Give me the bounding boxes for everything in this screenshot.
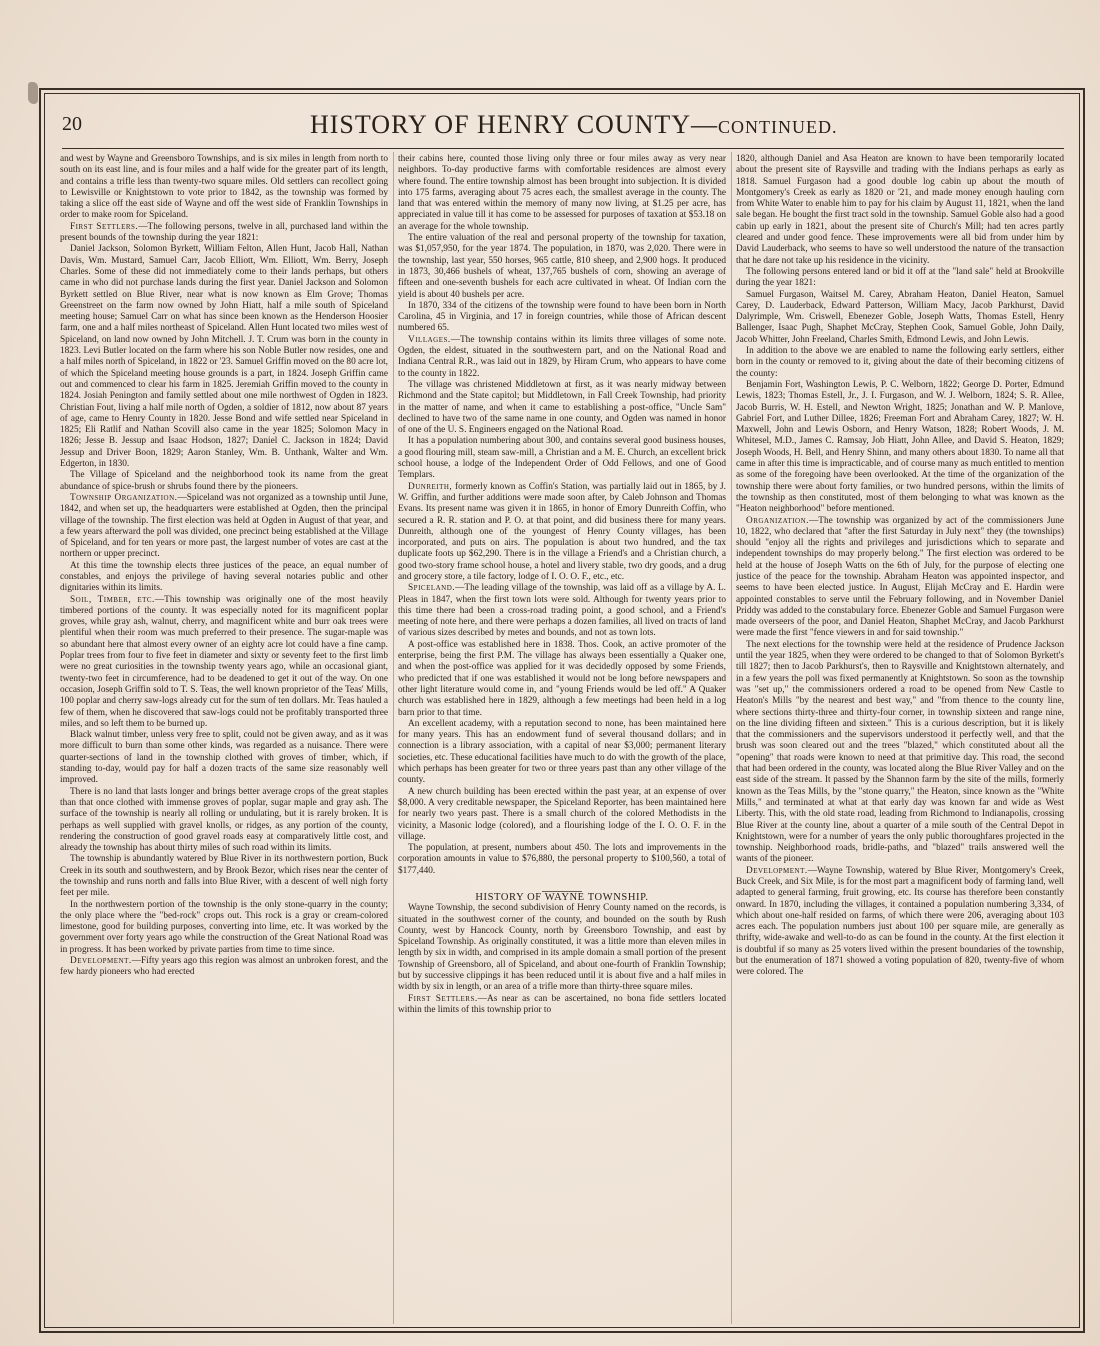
paragraph: A post-office was established here in 1838. Thos. Cook, an active promoter of the enterprise, being the first P.M. The village has always been essentially a Quaker one, and when the post-office was applied for it was decidedly opposed by some Friends, who predicted that if one was established it would not be long before newspapers and other light literature would come in, and "young Friends would be led off." A Quaker church was established here in 1829, although a few meetings had been held in a log barn prior to that time. [398, 639, 726, 718]
header-rule [62, 148, 1064, 149]
paragraph-text: —As near as can be ascertained, no bona fide settlers located within the limits of this township prior to [398, 993, 726, 1015]
section-heading: HISTORY OF WAYNE TOWNSHIP. [475, 892, 649, 903]
text-column-2 [398, 154, 726, 1324]
paragraph: Benjamin Fort, Washington Lewis, P. C. Welborn, 1822; George D. Porter, Edmund Lewis, 1823; Thomas Estell, Jr., J. I. Furgason, and W. J. Welborn, 1824; S. R. Allee, Jacob Burris, W. H. Estell, and Newton Wright, 1825; Jonathan and W. P. Manlove, Gabriel Fort, and Luther Dillee, 1826; Freeman Fort and Abraham Carey, 1827; W. H. Maxwell, John and Lewis Osborn, and Henry Watson, 1828; Robert Woods, J. M. Whitesel, M.D., James C. Ramsay, Job Hiatt, John Allee, and David S. Heaton, 1829; Joseph Woods, H. Bell, and Henry Shinn, and many others about 1830. To name all that came in after this time is impracticable, and of course many as much entitled to mention as some of the foregoing have been overlooked. At the time of the organization of the township there were about forty families, or two hundred persons, within the limits of the township as then constituted, most of them belonging to what was known as the "Heaton neighborhood" before mentioned. [736, 379, 1064, 515]
page-title-main: HISTORY OF HENRY COUNTY [310, 110, 692, 139]
paragraph: The village was christened Middletown at first, as it was nearly midway between Richmond and the State capitol; but Middletown, in Fall Creek Township, had priority in the matter of name, and when it came to establishing a post-office, "Uncle Sam" declined to have two of the same name in one county, and Ogden was named in honor of one of the U. S. Engineers engaged on the National Road. [398, 379, 726, 436]
paragraph: Samuel Furgason, Waitsel M. Carey, Abraham Heaton, Daniel Heaton, Samuel Carey, D. Lauderback, Edward Patterson, William Macy, Jacob Parkhurst, David Dalyrimple, Wm. Criswell, Ebenezer Goble, Joseph Watts, Thomas Estell, Henry Ballenger, Isaac Pugh, Shaphet McCray, Stephen Cook, Samuel Goble, John Daily, Jacob Whitter, John Freeland, Charles Smith, Edmond Lewis, and John Lewis. [736, 289, 1064, 345]
section-run-in-heading: Development. [70, 956, 132, 967]
paragraph [60, 956, 388, 979]
paragraph: In the northwestern portion of the township is the only stone-quarry in the county; the only place where the "bed-rock" crops out. This rock is a gray or cream-colored limestone, good for building purposes, converting into lime, etc. It was worked by the government over forty years ago while the construction of the Great National Road was in progress. It has been worked by private parties from time to time since. [60, 899, 388, 955]
paragraph-text: —This township was originally one of the most heavily timbered portions of the county. It was especially noted for its magnificent poplar groves, while gray ash, walnut, cherry, and magnificent white and burr oak trees were plentiful when their room was much preferred to their presence. The sugar-maple was so abundant here that almost every owner of an eighty acre lot could have a fine camp. Poplar trees from four to five feet in diameter and sixty or seventy feet to the first limb were no great curiosities in the township twenty years ago, while an occasional giant, twenty-two feet in circumference, had to be deadened to get it out of the way. On one occasion, Joseph Griffin sold to T. S. Teas, the well known proprietor of the Teas' Mills, 100 poplar and cherry saw-logs already cut for the sum of ten dollars. Mr. Teas hauled a few of them, when he discovered that saw-logs could not be profitably transported three miles, and so left them to be burned up. [60, 594, 388, 729]
paragraph: In 1870, 334 of the citizens of the township were found to have been born in North Carolina, 45 in Virginia, and 17 in foreign countries, while those of African descent numbered 65. [398, 300, 726, 334]
paragraph-text: —Wayne Township, watered by Blue River, Montgomery's Creek, Buck Creek, and Six Mile, is for the most part a magnificent body of farming land, well adapted to general farming, fruit growing, etc. Its course has therefore been constantly onward. In 1870, including the villages, it contained a population numbering 3,334, of which about one-half resided on farms, of which there were 206, averaging about 103 acres each. The population numbers just about 100 per square mile, are generally as thrifty, wide-awake and well-to-do as can be found in the county. At the first election it is doubtful if so many as 25 voters lived within the present boundaries of the township, but the enumeration of 1871 showed a voting population of 820, twenty-five of whom were colored. The [736, 865, 1064, 978]
column-divider [393, 152, 394, 1324]
paragraph: The entire valuation of the real and personal property of the township for taxation, was $1,057,950, for the year 1874. The population, in 1870, was 2,020. There were in the township, last year, 550 horses, 965 cattle, 810 sheep, and 2,900 hogs. It produced in 1873, 30,466 bushels of wheat, 137,765 bushels of corn, showing an average of fifteen and one-seventh bushels for each acre cultivated in wheat. Of Indian corn the yield is about 40 bushels per acre. [398, 233, 726, 300]
column-divider [731, 152, 732, 1324]
paragraph [60, 493, 388, 561]
text-column-3 [736, 154, 1064, 1324]
page-number: 20 [62, 113, 82, 135]
section-run-in-heading: Township Organization. [70, 492, 178, 503]
margin-mark [28, 82, 38, 104]
paragraph-text: formerly known as Coffin's Station, was partially laid out in 1865, by J. W. Griffin, and further additions were made soon after, by Caleb Johnson and Thomas Evans. Its present name was given it in 1865, in honor of Emory Dunreith Coffin, who secured a R. R. station and P. O. at that point, and did business there for many years. Dunreith, although one of the youngest of Henry County villages, has been incorporated, and puts on airs. The population is about two hundred, and the tax duplicate foots up $62,290. There is in the village a Friend's and a Christian church, a good two-story frame school house, a hotel and livery stable, two dry goods, and a drug and grocery store, a tile factory, lodge of I. O. O. F., etc., etc. [398, 481, 726, 582]
page-title [310, 110, 838, 140]
paragraph: There is no land that lasts longer and brings better average crops of the great staples than that once clothed with immense groves of poplar, sugar maple and gray ash. The surface of the township is nearly all rolling or undulating, but it is rarely broken. It is perhaps as well supplied with gravel knolls, or ridges, as any portion of the county, rendering the construction of good gravel roads easy at comparatively little cost, and already the township has about thirty miles of such road within its limits. [60, 786, 388, 854]
paragraph: In addition to the above we are enabled to name the following early settlers, either born in the county or removed to it, giving about the date of their becoming citizens of the county: [736, 346, 1064, 379]
section-run-in-heading: First Settlers. [408, 993, 478, 1004]
paragraph-text: —The township contains within its limits three villages of some note. Ogden, the eldest, situated in the southwestern part, and on the National Road and Indiana Central R.R., was laid out in 1829, by Hiram Crum, who appears to have come to the county in 1822. [398, 334, 726, 379]
paragraph: The next elections for the township were held at the residence of Prudence Jackson until the year 1825, when they were ordered to be changed to that of Solomon Byrkett's till 1827; then to Jacob Parkhurst's, then to Raysville and Knightstown alternately, and in a few years the poll was fixed permanently at Knightstown. So soon as the township was "set up," the commissioners ordered a road to be opened from New Castle to Heaton's Mills "by the nearest and best way," and "from thence to the county line, where sections thirty-three and thirty-four corner, in township sixteen and range nine, on the line dividing fifteen and sixteen." This is a curious description, but it is likely that the commissioners and the supervisors understood it perfectly well, and that the brush was soon cleared out and the trees "blazed," which constituted about all the "opening" that roads were known to need at that primitive day. This road, the second that had been ordered in the county, was located along the Blue River Valley and on the east side of the stream. It passed by the Shannon farm by the site of the mills, formerly known as the Teas Mills, by the "stone quarry," the Heaton, since known as the "White Mills," and terminated at what at that early day was known far and wide as West Liberty. This, with the old state road, leading from Richmond to Indianapolis, crossing Blue River at the county line, about a quarter of a mile south of the Central Depot in Knightstown, were for a number of years the only public thoroughfares projected in the township. Neighborhood roads, bridle-paths, and "blazed" trails answered well the wants of the pioneer. [736, 639, 1064, 865]
paragraph: A new church building has been erected within the past year, at an expense of over $8,000. A very creditable newspaper, the Spiceland Reporter, has been maintained here for nearly two years past. There is a small church of the colored Methodists in the vicinity, a Masonic lodge (colored), and a flourishing lodge of the I. O. O. F. in the village. [398, 786, 726, 842]
paragraph: 1820, although Daniel and Asa Heaton are known to have been temporarily located about the present site of Raysville and trading with the Indians perhaps as early as 1818. Samuel Furgason had a good double log cabin up about the mouth of Montgomery's Creek as early as 1820 or '21, and made money enough hauling corn from White Water to enable him to pay for his claim by August 11, 1821, when the land sale began. He bought the first tract sold in the township. Samuel Goble also had a good cabin up early in 1821, about the present site of Church's Mill; had ten acres partly cleared and under good fence. These improvements were all bid from under him by David Lauderback, who seems to have so well understood the nature of the transaction that he dare not take up his residence in the vicinity. [736, 154, 1064, 266]
paragraph: An excellent academy, with a reputation second to none, has been maintained here for many years. This has an endowment fund of several thousand dollars; and in connection is a library association, with a capital of near $3,000; permanent literary societies, etc. These educational facilities have much to do with the growth of the place, which perhaps has been greater for two or three years past than any other village of the county. [398, 718, 726, 786]
section-run-in-heading: Spiceland. [408, 583, 456, 594]
paragraph [60, 222, 388, 245]
paragraph: their cabins here, counted those living only three or four miles away as very near neighbors. To-day productive farms with comfortable residences are almost every where found. The entire township almost has been brought into subjection. It is divided into 175 farms, averaging about 75 acres each, the smallest average in the county. The land that was entered within the memory of many now living, at $1.25 per acre, has appreciated in value till it has come to be assessed for purposes of taxation at $53.18 on an average for the whole township. [398, 154, 726, 232]
paragraph [736, 866, 1064, 979]
paragraph [398, 335, 726, 380]
paragraph: The Village of Spiceland and the neighborhood took its name from the great abundance of spice-brush or shrubs found there by the pioneers. [60, 470, 388, 492]
paragraph-text: —The leading village of the township, was laid off as a village by A. L. Pleas in 1847, when the first town lots were sold. Although for twenty years prior to this time there had been a cross-road trading point, a good school, and a Friend's meeting of note here, and there were perhaps a dozen families, all lived on tracts of land of various sizes described by metes and bounds, and not as town lots. [398, 583, 726, 639]
paragraph: Wayne Township, the second subdivision of Henry County named on the records, is situated in the southwest corner of the county, and bounded on the south by Rush County, west by Hancock County, north by Greensboro Township, and east by Spiceland Township. As originally constituted, it was a little more than eleven miles in length by six in width, and comprised in its ample domain a small portion of the present Township of Greensboro, all of Spiceland, and about one-fourth of Franklin Township; but by successive clippings it has been reduced until it is about five and a half miles in width by six in length, or an area of a trifle more than thirty-three square miles. [398, 903, 726, 993]
paragraph [398, 482, 726, 584]
paragraph-text: —The township was organized by act of the commissioners June 10, 1822, who declared that "after the first Saturday in July next" they (the townships) should "enjoy all the rights and privileges and jurisdictions which to separate and independent townships do may properly belong." The first election was ordered to be held at the house of Joseph Watts on the 6th of July, for the purpose of electing one justice of the peace for the township. Abraham Heaton was appointed inspector, and seems to have been elected justice. In August, Elijah McCray and E. Hardin were appointed constables to serve until the February following, and in November Daniel Priddy was added to the constabulary force. Ebenezer Goble and Samuel Furgason were made overseers of the poor, and Daniel Heaton, Shaphet McCray, and Jacob Parkhurst were made the first "fence viewers in and for said township." [736, 515, 1064, 639]
paragraph: Daniel Jackson, Solomon Byrkett, William Felton, Allen Hunt, Jacob Hall, Nathan Davis, Wm. Mustard, Samuel Carr, Jacob Elliott, Wm. Elliott, Wm. Berry, Joseph Charles. Some of these did not immediately come to their lands perhaps, but others came in who did not purchase lands during the first year. Daniel Jackson and Solomon Byrkett settled on Blue River, near what is now known as Elm Grove; Thomas Greenstreet on the farm now owned by John Hiatt, half a mile south of Spiceland meeting house; Samuel Carr on what has since been known as the Henderson Hoosier farm, one and a half miles northeast of Spiceland. Allen Hunt located two miles west of Spiceland, on land now owned by John Mitchell. J. T. Crum was born in the county in 1823. Levi Butler located on the farm where his son Noble Butler now resides, one and a half miles north of Spiceland, in 1822 or '23. Samuel Griffin moved on the 80 acre lot, of which the Spiceland meeting house grounds is a part, in 1824. Joseph Griffin came out and commenced to clear his farm in 1825. Jeremiah Griffin moved to the county in 1824. Josiah Penington and family settled about one mile northwest of Ogden in 1823. Christian Fout, living a half mile north of Ogden, a soldier of 1812, now about 87 years of age, came to Henry County in 1820. Jesse Bond and wife settled near Spiceland in 1825; Eli Ratlif and Nathan Scovill also came in the year 1825; Solomon Macy in 1826; Jesse B. Jessup and Isaac Hodson, 1827; Daniel C. Jackson in 1824; David Jessup and Driver Boon, 1829; Aaron Stanley, Wm. B. Unthank, Walter and Wm. Edgerton, in 1830. [60, 244, 388, 470]
paragraph: The population, at present, numbers about 450. The lots and improvements in the corporation amounts in value to $76,880, the personal property to $100,560, a total of $177,440. [398, 843, 726, 876]
paragraph [60, 595, 388, 731]
section-run-in-heading: First Settlers. [70, 221, 139, 232]
paragraph [398, 583, 726, 639]
title-dash: — [691, 110, 719, 139]
paragraph: The following persons entered land or bid it off at the "land sale" held at Brookville during the year 1821: [736, 266, 1064, 289]
section-run-in-heading: Development. [746, 865, 808, 876]
paragraph-text: —Spiceland was not organized as a township until June, 1842, and when set up, the headquarters were established at Ogden, then the principal village of the township. The first election was held at Ogden in August of that year, and a few years afterward the poll was divided, one precinct being established at the Village of Spiceland, and for ten years or more past, the largest number of votes are cast at the northern or upper precinct. [60, 492, 388, 560]
paragraph: At this time the township elects three justices of the peace, an equal number of constables, and enjoys the privilege of having several notaries public and other dignitaries within its limits. [60, 560, 388, 594]
section-run-in-heading: Dunreith, [408, 481, 453, 492]
paragraph-text: —The following persons, twelve in all, purchased land within the present bounds of the township during the year 1821: [60, 221, 388, 244]
paragraph: The township is abundantly watered by Blue River in its northwestern portion, Buck Creek in its south and southwestern, and by Brook Bezor, which rises near the center of the township and runs north and falls into Blue River, with a descent of well nigh forty feet per mile. [60, 854, 388, 899]
paragraph [398, 994, 726, 1017]
section-run-in-heading: Villages. [408, 334, 451, 345]
section-run-in-heading: Organization. [746, 515, 809, 526]
paragraph-text: —Fifty years ago this region was almost an unbroken forest, and the few hardy pioneers who had erected [60, 956, 388, 978]
paragraph: and west by Wayne and Greensboro Townships, and is six miles in length from north to south on its east line, and is four miles and a half wide for the greater part of its length, and contains a trifle less than twenty-two square miles. Old settlers can recollect going to Lewisville or Knightstown to vote prior to 1842, as the township was formed by taking a slice off the east side of Wayne and off the west side of Franklin Townships in order to make room for Spiceland. [60, 154, 388, 221]
paragraph: It has a population numbering about 300, and contains several good business houses, a good flouring mill, steam saw-mill, a Christian and a M. E. Church, an excellent brick school house, a lodge of the Independent Order of Odd Fellows, and one of Good Templars. [398, 436, 726, 481]
section-run-in-heading: Soil, Timber, etc. [70, 594, 155, 605]
paragraph: Black walnut timber, unless very free to split, could not be given away, and as it was more difficult to burn than some other kinds, was regarded as a nuisance. There were quarter-sections of land in the township clothed with groves of timber, which, if standing to-day, would pay for half a dozen tracts of the same size reasonably well improved. [60, 730, 388, 786]
page-title-suffix: CONTINUED. [718, 117, 838, 137]
text-column-1 [60, 154, 388, 1324]
paragraph [736, 516, 1064, 640]
